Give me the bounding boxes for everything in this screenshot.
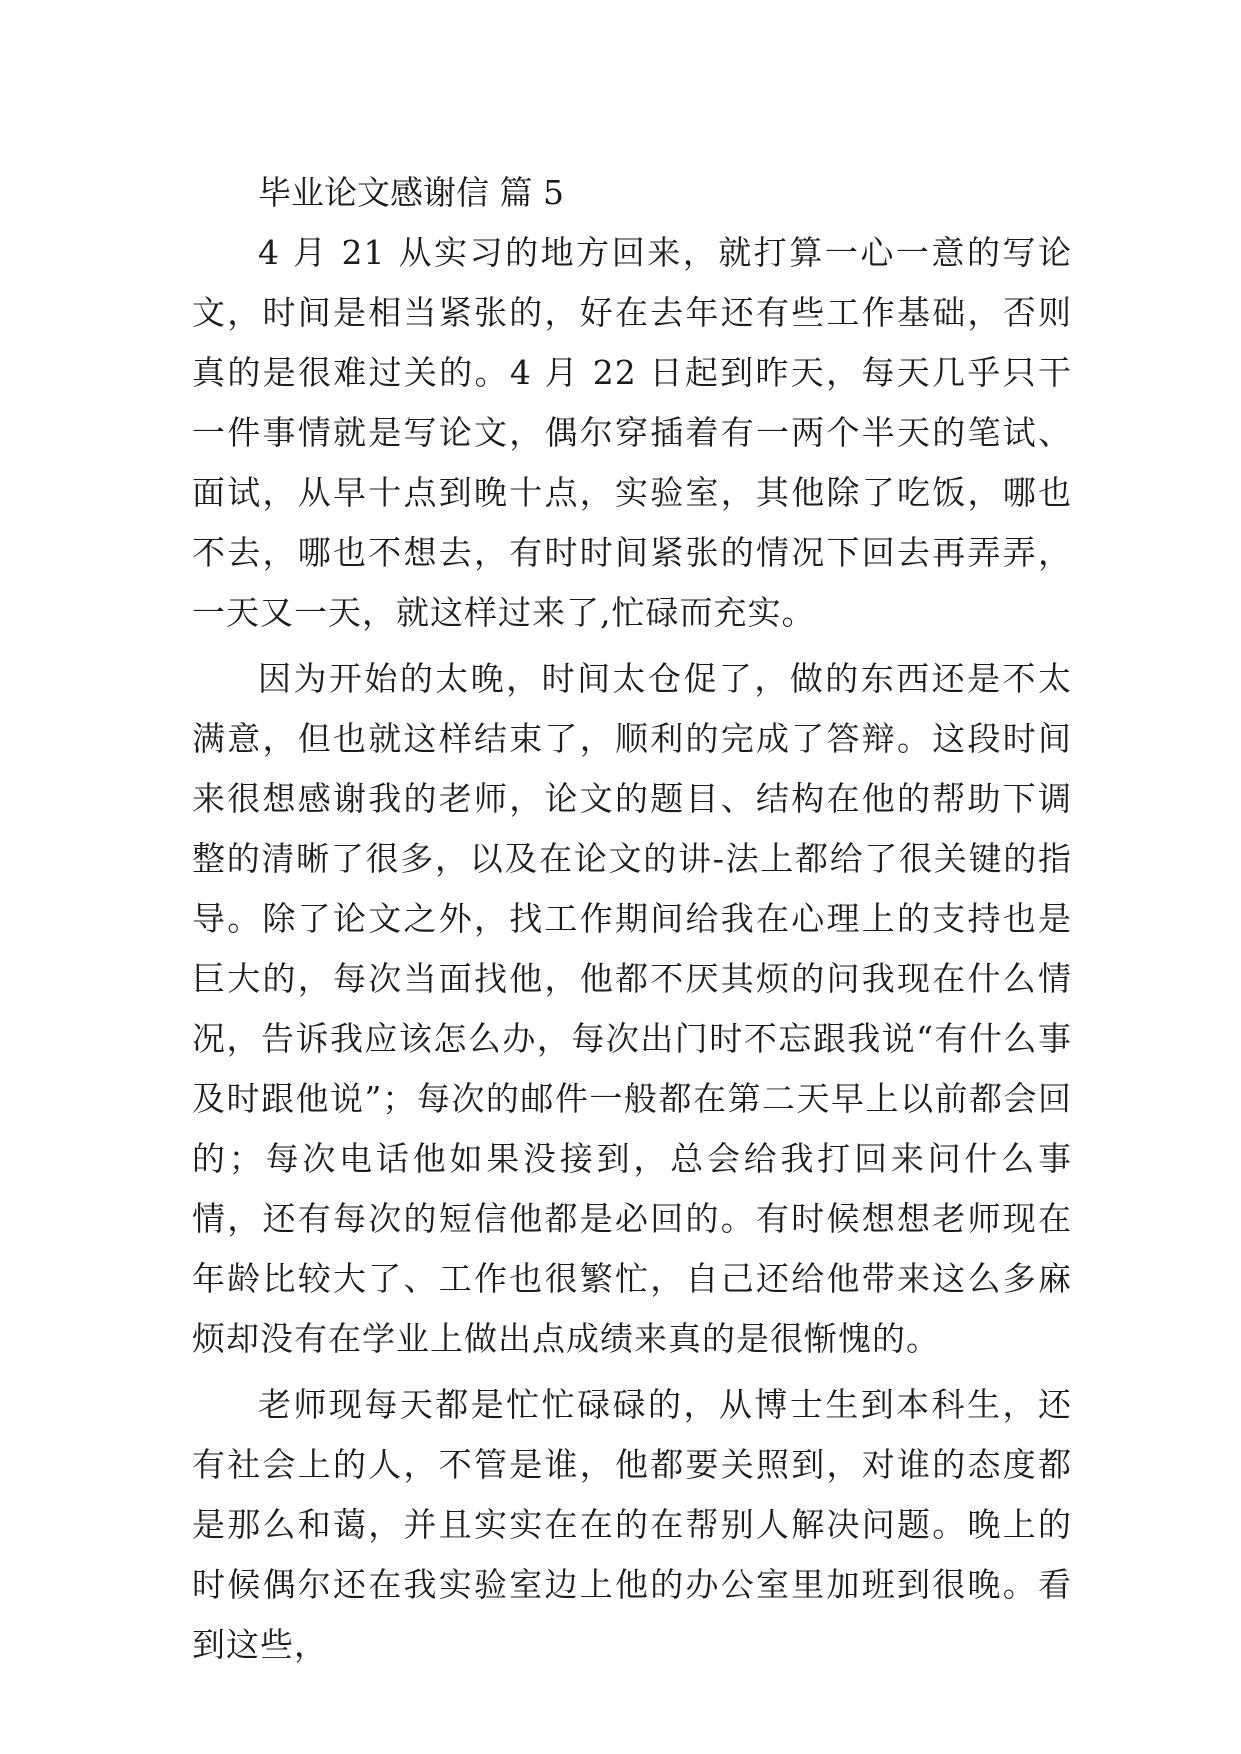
paragraph-3: 老师现每天都是忙忙碌碌的，从博士生到本科生，还有社会上的人，不管是谁，他都要关照到，对谁的态度都是那么和蔼，并且实实在在的在帮别人解决问题。晚上的时候偶尔还在我实验室边上他的办公室里加班到很晚。看到这些，	[192, 1385, 1072, 1664]
paragraph-1: 4 月 21 从实习的地方回来，就打算一心一意的写论文，时间是相当紧张的，好在去年还有些工作基础，否则真的是很难过关的。4 月 22 日起到昨天，每天几乎只干一件事情就是写论文，偶尔穿插着有一两个半天的笔试、面试，从早十点到晚十点，实验室，其他除了吃饭，哪也不去，哪也不想去，有时时间紧张的情况下回去再弄弄，一天又一天，就这样过来了,忙碌而充实。	[192, 233, 1072, 632]
document-heading: 毕业论文感谢信 篇 5	[258, 173, 564, 212]
paragraph-2: 因为开始的太晚，时间太仓促了，做的东西还是不太满意，但也就这样结束了，顺利的完成了答辩。这段时间来很想感谢我的老师，论文的题目、结构在他的帮助下调整的清晰了很多，以及在论文的讲-法上都给了很关键的指导。除了论文之外，找工作期间给我在心理上的支持也是巨大的，每次当面找他，他都不厌其烦的问我现在什么情况，告诉我应该怎么办，每次出门时不忘跟我说“有什么事及时跟他说”；每次的邮件一般都在第二天早上以前都会回的；每次电话他如果没接到，总会给我打回来问什么事情，还有每次的短信他都是必回的。有时候想想老师现在年龄比较大了、工作也很繁忙，自己还给他带来这么多麻烦却没有在学业上做出点成绩来真的是很惭愧的。	[192, 659, 1072, 1358]
document-body	[192, 163, 1072, 1675]
